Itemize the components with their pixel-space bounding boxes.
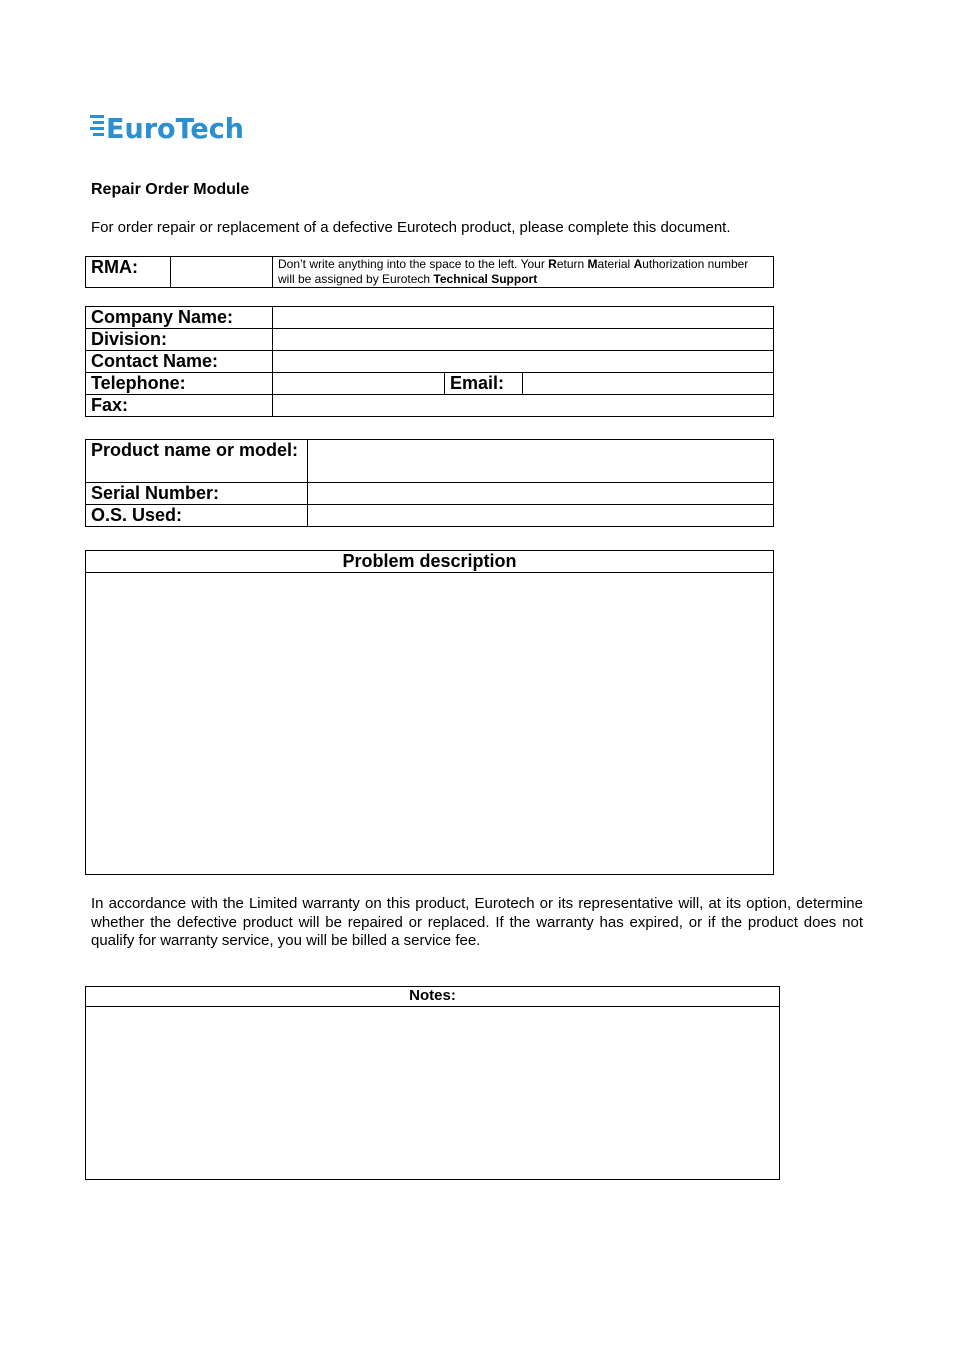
problem-description-field[interactable] bbox=[86, 573, 774, 875]
rma-label: RMA: bbox=[86, 257, 171, 288]
fax-field[interactable] bbox=[273, 395, 774, 417]
document-title: Repair Order Module bbox=[91, 181, 250, 198]
contact-name-field[interactable] bbox=[273, 351, 774, 373]
rma-note: Don’t write anything into the space to the left. Your Return Material Authorization number will be assigned by Eurotech Technical Support bbox=[273, 257, 774, 288]
notes-header: Notes: bbox=[86, 987, 780, 1007]
company-name-field[interactable] bbox=[273, 307, 774, 329]
notes-table bbox=[85, 986, 780, 1180]
rma-field[interactable] bbox=[171, 257, 273, 288]
telephone-field[interactable] bbox=[273, 373, 445, 395]
problem-description-header: Problem description bbox=[86, 551, 774, 573]
product-name-label: Product name or model: bbox=[86, 440, 308, 483]
rma-table bbox=[85, 256, 774, 288]
problem-description-table bbox=[85, 550, 774, 875]
contact-name-label: Contact Name: bbox=[86, 351, 273, 373]
email-label: Email: bbox=[445, 373, 523, 395]
division-label: Division: bbox=[86, 329, 273, 351]
eurotech-logo bbox=[90, 109, 250, 145]
warranty-text: In accordance with the Limited warranty on this product, Eurotech or its representative will, at its option, determine whether the defective product will be repaired or replaced. If the warranty has expired, or if the product does not qualify for warranty service, you will be billed a service fee. bbox=[91, 895, 863, 949]
serial-number-field[interactable] bbox=[308, 483, 774, 505]
company-name-label: Company Name: bbox=[86, 307, 273, 329]
os-used-label: O.S. Used: bbox=[86, 505, 308, 527]
email-field[interactable] bbox=[523, 373, 774, 395]
division-field[interactable] bbox=[273, 329, 774, 351]
document-intro: For order repair or replacement of a defective Eurotech product, please complete this document. bbox=[91, 219, 731, 236]
notes-field[interactable] bbox=[86, 1007, 780, 1180]
serial-number-label: Serial Number: bbox=[86, 483, 308, 505]
telephone-label: Telephone: bbox=[86, 373, 273, 395]
fax-label: Fax: bbox=[86, 395, 273, 417]
logo-text: EuroTech bbox=[106, 112, 244, 145]
product-info-table bbox=[85, 439, 774, 527]
product-name-field[interactable] bbox=[308, 440, 774, 483]
os-used-field[interactable] bbox=[308, 505, 774, 527]
eurotech-logo-graphic bbox=[90, 109, 250, 145]
company-info-table bbox=[85, 306, 774, 417]
